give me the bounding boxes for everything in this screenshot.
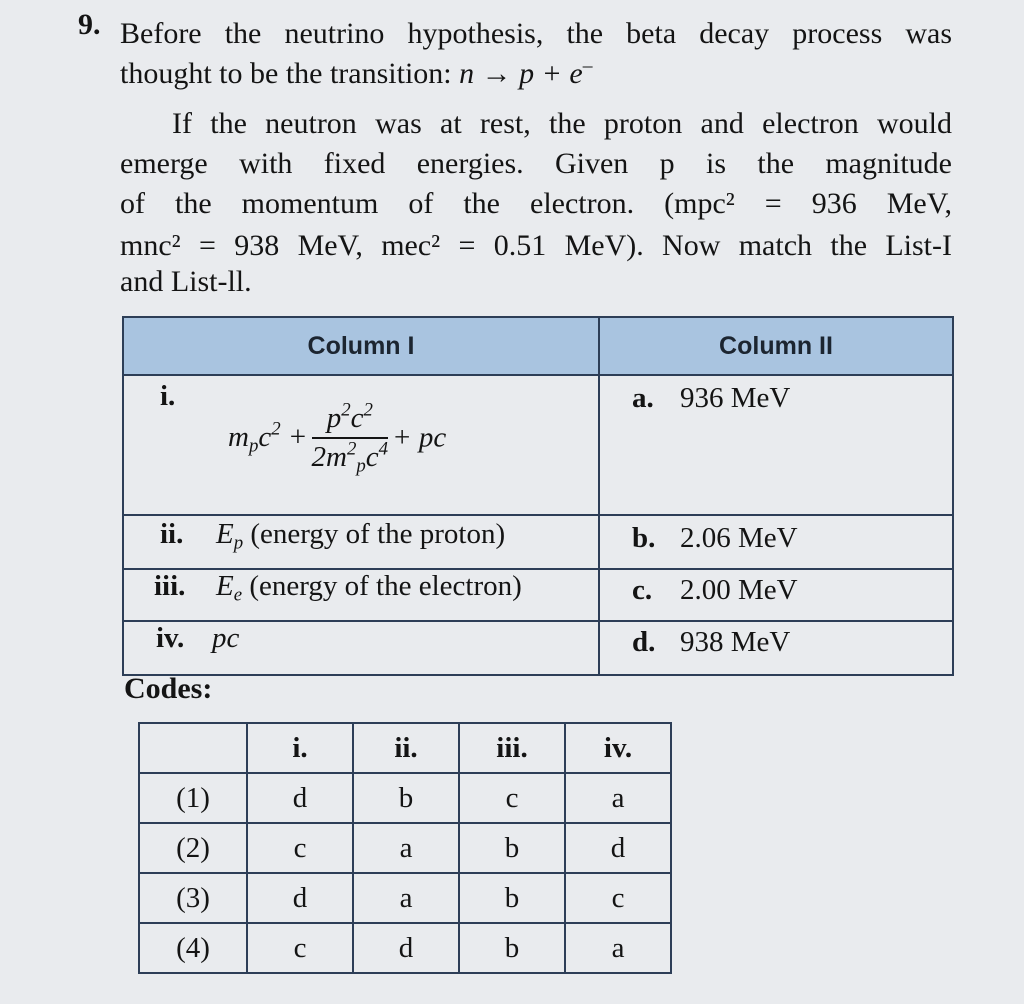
transition-equation: n → p + e [459,57,583,90]
question-line-6 [120,226,952,266]
code-cell: b [459,873,565,923]
code-cell: b [353,773,459,823]
fraction-denominator: $2m^2_pc^4$ [311,438,389,477]
code-cell: c [247,923,353,973]
codes-header-iii: iii. [459,723,565,773]
row-a: a. 936 MeV [632,382,791,414]
code-cell: b [459,923,565,973]
row-c: c. 2.00 MeV [632,574,798,606]
code-cell: d [353,923,459,973]
table-row [139,873,671,923]
row-divider [124,620,952,622]
question-line-2-text: thought to be the transition: [120,57,460,90]
code-cell: a [353,823,459,873]
option-label: (1) [139,773,247,823]
code-cell: c [565,873,671,923]
question-line-7: and List-ll. [120,265,252,298]
formula-term-3: + pc [392,421,447,454]
match-table-header [124,318,952,376]
code-cell: d [565,823,671,873]
question-line-5 [120,184,952,224]
codes-table [138,722,672,974]
table-row [139,773,671,823]
table-row [139,923,671,973]
table-row [139,823,671,873]
line-4-text: emerge with fixed energies. Given p is the magnitude [120,147,952,180]
row-ii: ii. $E_p$ (energy of the proton) [160,518,506,554]
option-label: (4) [139,923,247,973]
row-iii: iii. $E_e$ (energy of the electron) [154,570,522,606]
code-cell: c [459,773,565,823]
electron-charge: – [582,55,593,77]
code-cell: b [459,823,565,873]
code-cell: a [565,923,671,973]
question-line-2 [120,54,952,94]
match-table [122,316,954,676]
row-divider [124,514,952,516]
row-i-formula [228,399,447,478]
row-d: d. 938 MeV [632,626,791,658]
code-cell: a [565,773,671,823]
codes-title: Codes: [124,672,213,705]
row-i-label: i. [160,380,176,412]
code-cell: a [353,873,459,923]
codes-header-iv: iv. [565,723,671,773]
question-number: 9. [78,8,101,41]
codes-header-row [139,723,671,773]
codes-header-blank [139,723,247,773]
code-cell: c [247,823,353,873]
row-b: b. 2.06 MeV [632,522,798,554]
question-line-4 [120,144,952,184]
code-cell: d [247,873,353,923]
line-6-text: mnc² = 938 MeV, mec² = 0.51 MeV). Now match the List-I [120,229,952,262]
fraction-numerator: $p^2c^2$ [312,402,389,439]
column-1-header: Column I [307,332,415,360]
formula-fraction [311,399,389,478]
row-iv: iv. pc [156,622,240,654]
option-label: (2) [139,823,247,873]
question-line-3: If the neutron was at rest, the proton and electron would [172,107,952,140]
question-line-1: Before the neutrino hypothesis, the beta decay process was [120,17,952,50]
codes-header-ii: ii. [353,723,459,773]
formula-term-1: $m_pc^2$ + [228,419,308,458]
codes-header-i: i. [247,723,353,773]
option-label: (3) [139,873,247,923]
line-5-text: of the momentum of the electron. (mpc² = 936 MeV, [120,187,952,220]
code-cell: d [247,773,353,823]
column-2-header: Column II [719,332,833,360]
